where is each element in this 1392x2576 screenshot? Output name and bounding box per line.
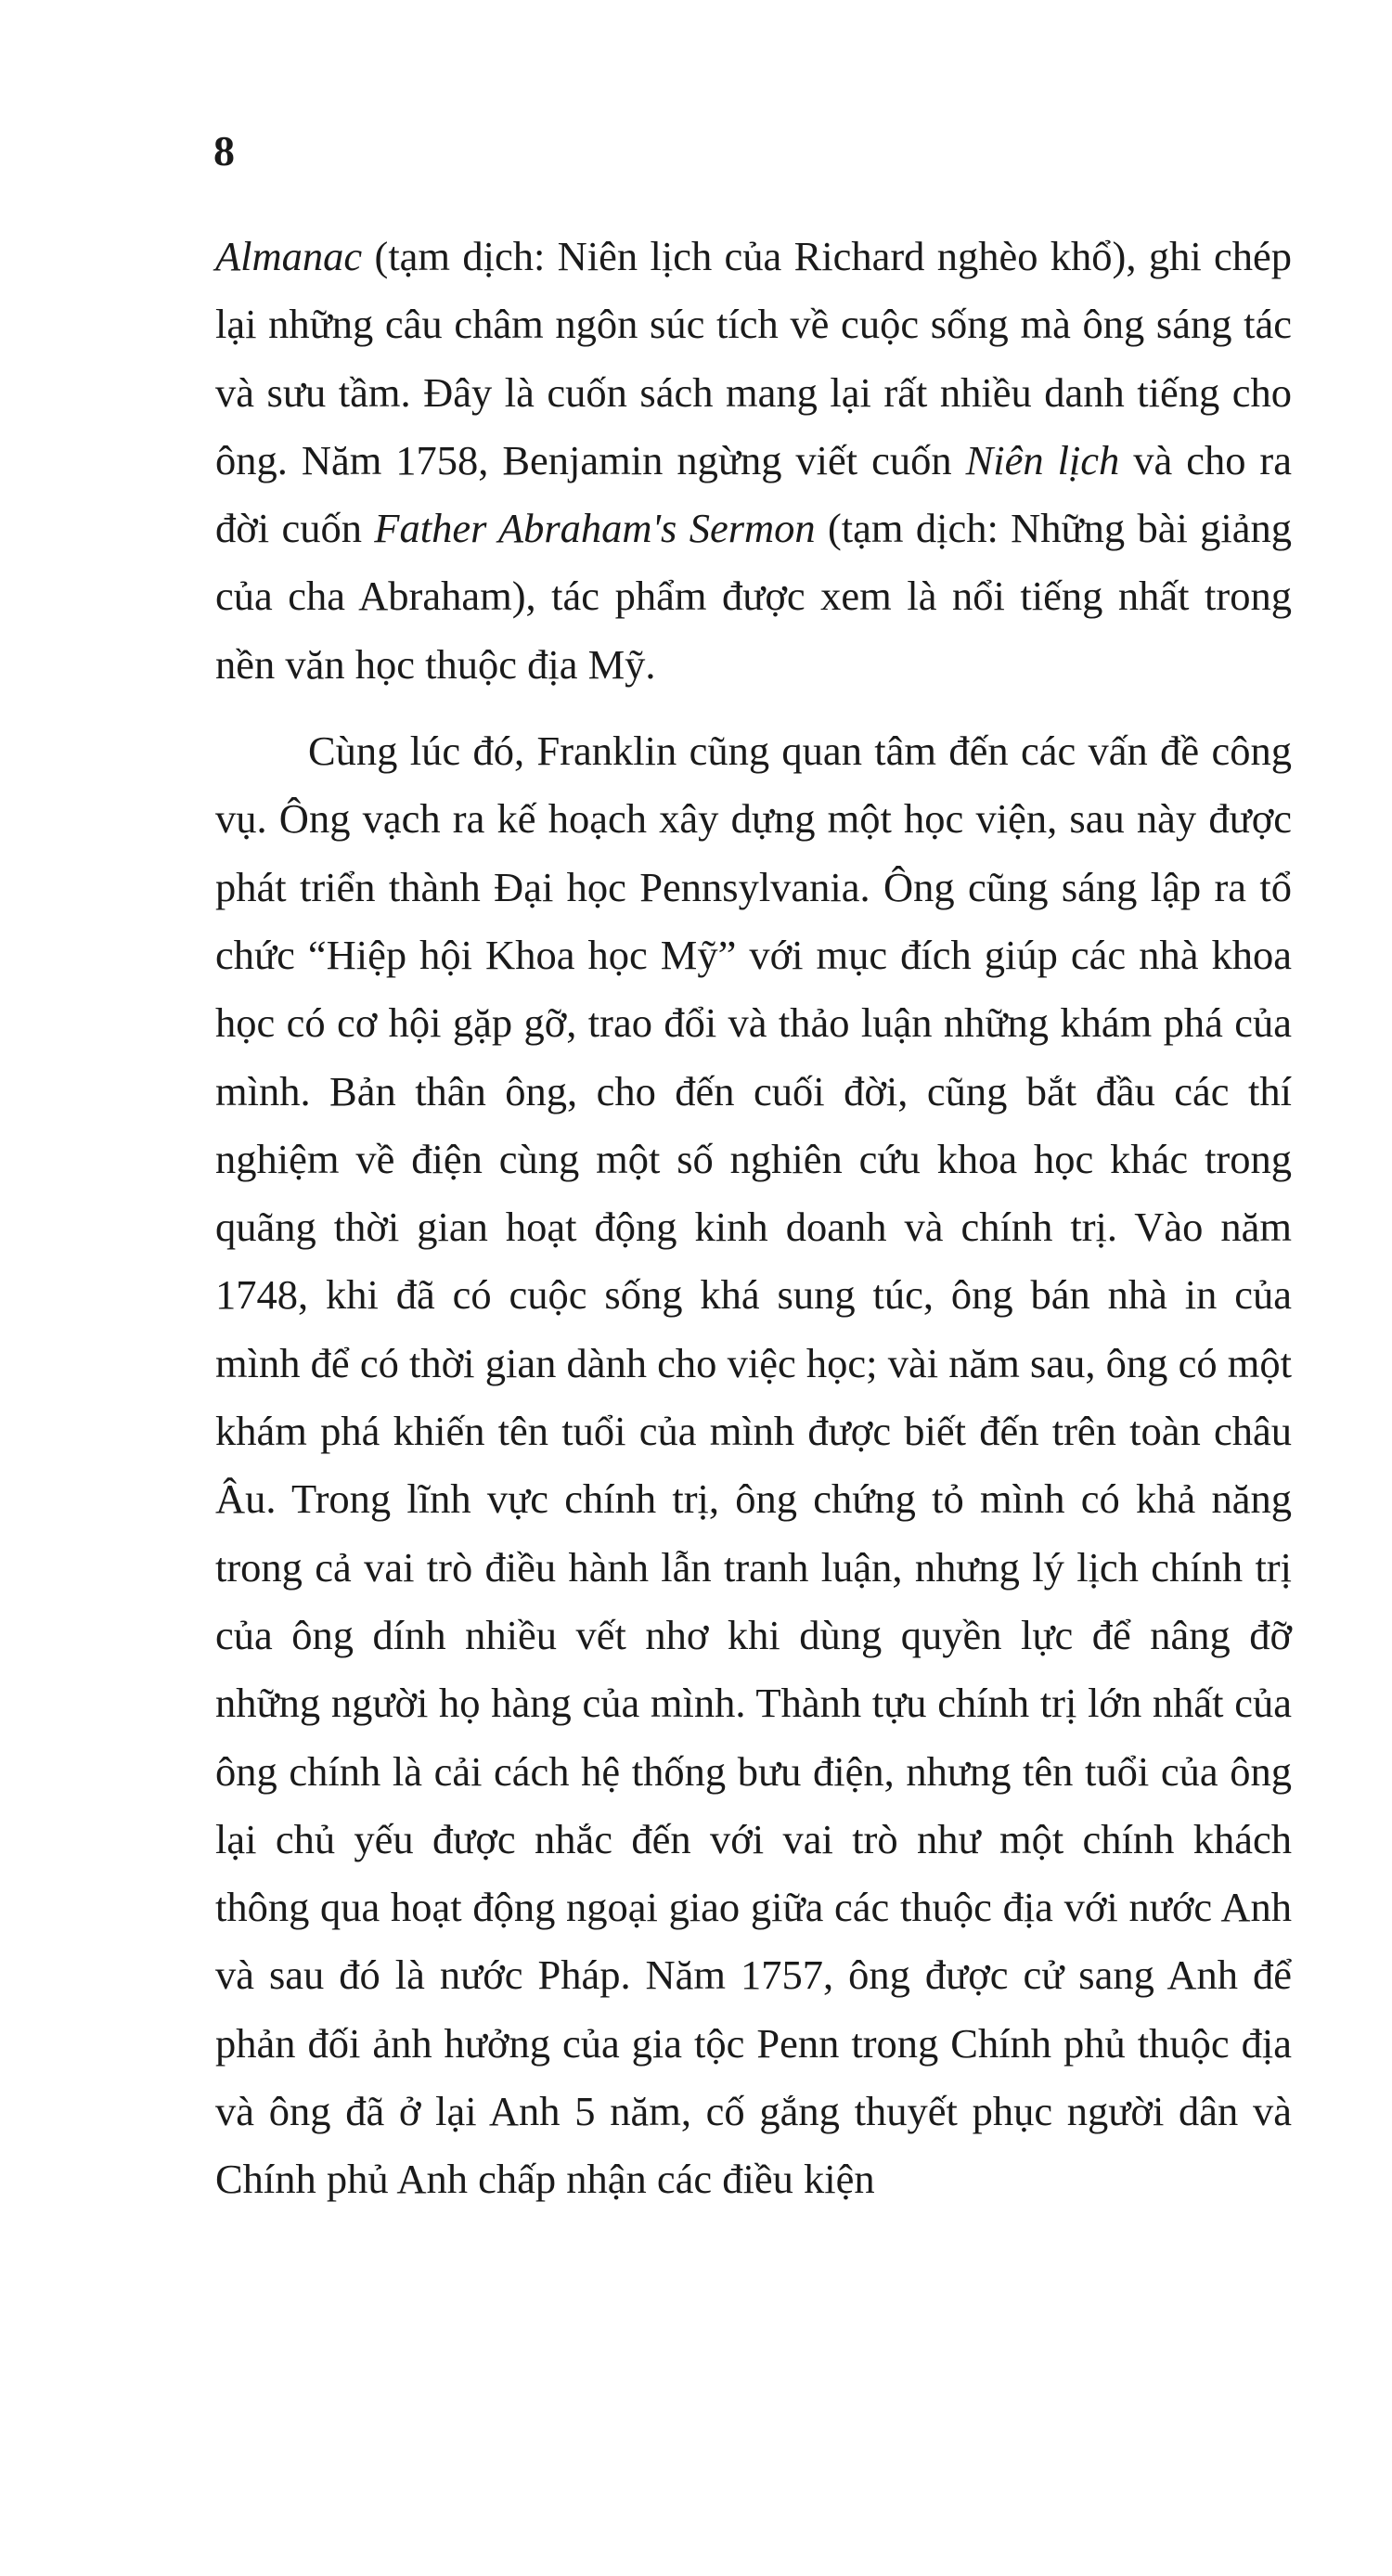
- paragraph-2: [215, 717, 1292, 2214]
- book-title-father-abraham: Father Abraham's Sermon: [374, 505, 816, 552]
- page-body: [215, 223, 1292, 2214]
- paragraph-1: [215, 223, 1292, 699]
- text-segment: và cho ra đời cuốn: [215, 436, 1293, 552]
- page-number: 8: [213, 127, 235, 174]
- book-title-almanac: Almanac: [215, 233, 363, 279]
- text-segment: (tạm dịch: Niên lịch của Richard nghèo khổ), ghi chép lại những câu châm ngôn súc tích về cuộc sống mà ông sáng tác và sưu tầm. Đây là cuốn sách mang lại rất nhiều danh tiếng cho ông. Năm 1758, Benjamin ngừng viết cuốn: [215, 233, 1292, 483]
- text-segment: Cùng lúc đó, Franklin cũng quan tâm đến các vấn đề công vụ. Ông vạch ra kế hoạch xây dựng một học viện, sau này được phát triển thành Đại học Pennsylvania. Ông cũng sáng lập ra tổ chức “Hiệp hội Khoa học Mỹ” với mục đích giúp các nhà khoa học có cơ hội gặp gỡ, trao đổi và thảo luận những khám phá của mình. Bản thân ông, cho đến cuối đời, cũng bắt đầu các thí nghiệm về điện cùng một số nghiên cứu khoa học khác trong quãng thời gian hoạt động kinh doanh và chính trị. Vào năm 1748, khi đã có cuộc sống khá sung túc, ông bán nhà in của mình để có thời gian dành cho việc học; vài năm sau, ông có một khám phá khiến tên tuổi của mình được biết đến trên toàn châu Âu. Trong lĩnh vực chính trị, ông chứng tỏ mình có khả năng trong cả vai trò điều hành lẫn tranh luận, nhưng lý lịch chính trị của ông dính nhiều vết nhơ khi dùng quyền lực để nâng đỡ những người họ hàng của mình. Thành tựu chính trị lớn nhất của ông chính là cải cách hệ thống bưu điện, nhưng tên tuổi của ông lại chủ yếu được nhắc đến với vai trò như một chính khách thông qua hoạt động ngoại giao giữa các thuộc địa với nước Anh và sau đó là nước Pháp. Năm 1757, ông được cử sang Anh để phản đối ảnh hưởng của gia tộc Penn trong Chính phủ thuộc địa và ông đã ở lại Anh 5 năm, cố gắng thuyết phục người dân và Chính phủ Anh chấp nhận các điều kiện: [215, 728, 1292, 2203]
- text-segment: (tạm dịch: Những bài giảng của cha Abraham), tác phẩm được xem là nổi tiếng nhất trong nền văn học thuộc địa Mỹ.: [215, 505, 1292, 688]
- book-title-nien-lich: Niên lịch: [965, 436, 1120, 483]
